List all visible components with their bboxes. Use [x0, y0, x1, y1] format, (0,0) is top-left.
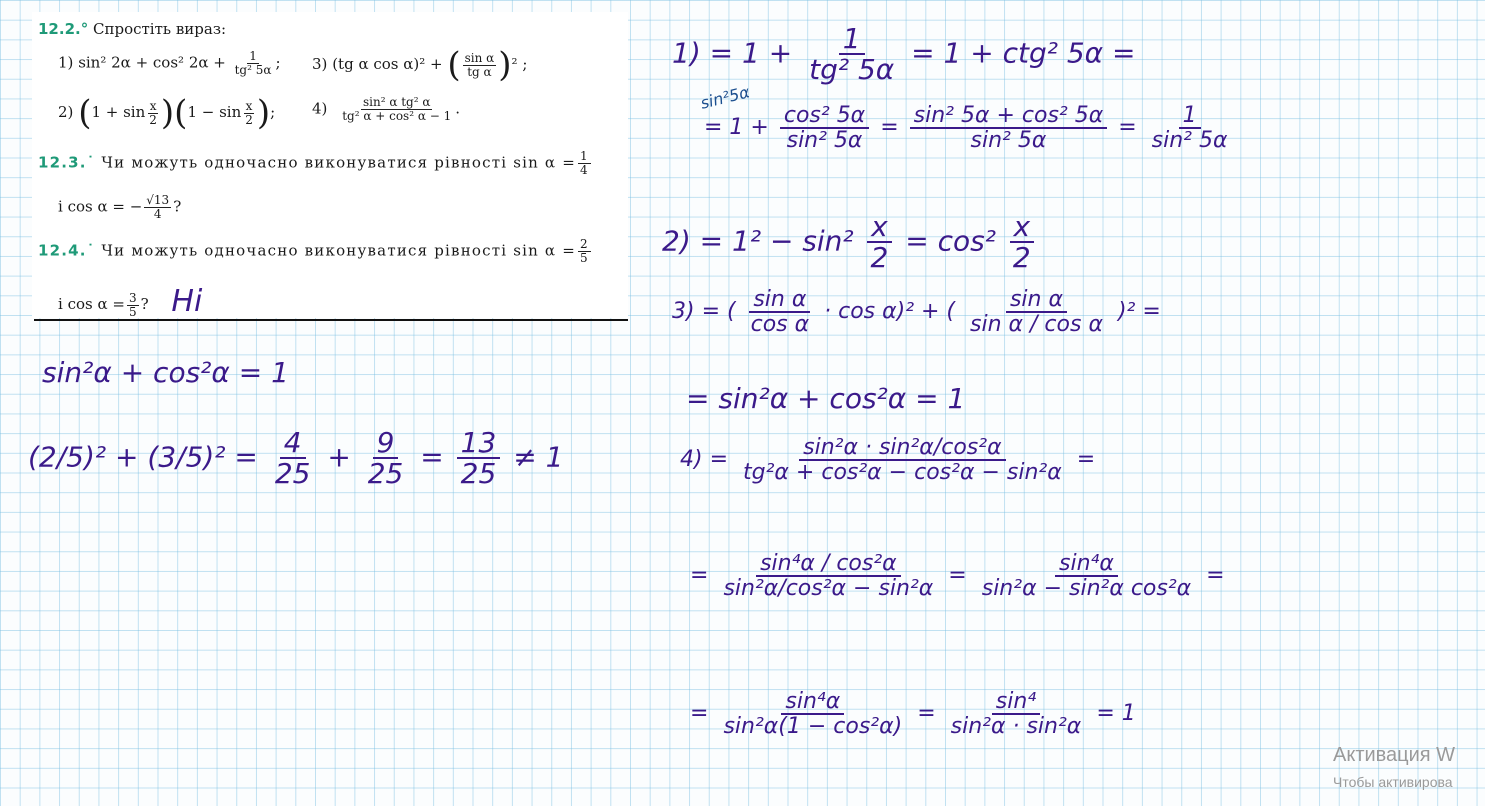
- fraction-denominator: tg α: [467, 64, 492, 79]
- fraction-numerator: 2: [579, 237, 589, 251]
- solution-4-line-2: [690, 552, 1225, 600]
- fraction: [147, 100, 159, 127]
- fraction-numerator: sin⁴: [992, 690, 1040, 715]
- paren-close: ): [256, 93, 271, 133]
- fraction-denominator: 5: [579, 251, 589, 265]
- math-expression: = 1 + ctg² 5α =: [911, 36, 1136, 70]
- punctuation: ?: [140, 295, 149, 313]
- punctuation: ;: [270, 103, 276, 121]
- fraction-denominator: 25: [460, 457, 497, 491]
- fraction: [243, 100, 255, 127]
- fraction-denominator: 4: [579, 163, 589, 177]
- operator: =: [690, 563, 709, 589]
- fraction-numerator: 3: [128, 290, 137, 305]
- fraction: [1148, 104, 1232, 152]
- fraction-denominator: 2: [245, 112, 253, 127]
- fraction-numerator: sin⁴α: [1055, 552, 1118, 577]
- fraction-numerator: sin α: [1006, 288, 1067, 313]
- item-label: 1): [58, 53, 74, 72]
- fraction-numerator: x: [867, 212, 892, 243]
- math-expression: · cos α)² + (: [824, 299, 956, 325]
- paren-open: (: [447, 45, 461, 85]
- fraction-numerator: 13: [457, 428, 501, 459]
- exercise-number: 12.4.˙: [38, 241, 96, 260]
- fraction: [747, 288, 814, 336]
- exercise-text: Чи можуть одночасно виконуватися рівності: [101, 241, 508, 260]
- check-equation: [28, 428, 563, 489]
- fraction-numerator: sin²α · sin²α/cos²α: [799, 436, 1005, 461]
- textbook-excerpt: [32, 12, 628, 318]
- exercise-number: 12.3.˙: [38, 153, 96, 172]
- fraction-numerator: cos² 5α: [780, 104, 869, 129]
- punctuation: .: [455, 99, 461, 118]
- paren-close: ): [498, 45, 512, 85]
- fraction-numerator: 1: [249, 49, 257, 63]
- fraction: [867, 212, 893, 273]
- fraction-denominator: sin²α(1 − cos²α): [723, 714, 903, 740]
- operator: =: [880, 115, 899, 141]
- fraction-denominator: sin² 5α: [970, 128, 1047, 154]
- punctuation: ;: [275, 53, 281, 72]
- fraction: [340, 96, 453, 123]
- math-expression: = 1: [1096, 701, 1136, 727]
- exercise-12-4-line-2: [58, 282, 202, 319]
- fraction-denominator: 5: [128, 304, 137, 319]
- solution-1-line-1: [672, 24, 1136, 85]
- activation-watermark-title: Активация W: [1333, 744, 1456, 766]
- operator: =: [1076, 447, 1096, 473]
- fraction: [805, 24, 898, 85]
- fraction: [463, 52, 497, 79]
- math-expression: 1 + sin: [91, 103, 146, 121]
- divider-line: [34, 319, 628, 321]
- fraction-denominator: 4: [153, 207, 162, 221]
- solution-4-line-3: [690, 690, 1136, 738]
- math-expression: 4) =: [680, 447, 729, 473]
- math-expression: 3) = (: [672, 299, 736, 325]
- operator: =: [1118, 115, 1137, 141]
- exercise-12-3-line-1: [38, 150, 593, 177]
- fraction-denominator: sin² 5α: [786, 128, 863, 154]
- operator: =: [420, 440, 444, 474]
- math-expression: 1) = 1 +: [672, 36, 793, 70]
- fraction: [739, 436, 1066, 484]
- exercise-12-2-item-3: [312, 45, 528, 85]
- punctuation: ?: [173, 197, 182, 216]
- solution-1-line-2: [704, 104, 1236, 152]
- fraction-numerator: sin⁴α: [781, 690, 844, 715]
- fraction-numerator: √13: [146, 193, 170, 207]
- fraction-denominator: tg² 5α: [234, 63, 272, 77]
- fraction-numerator: sin α: [464, 50, 495, 65]
- fraction-denominator: 2: [149, 112, 157, 127]
- fraction: [127, 292, 139, 319]
- fraction-numerator: 1: [579, 149, 589, 163]
- activation-watermark-text: Чтобы активирова: [1333, 774, 1453, 790]
- math-expression: (tg α cos α)² +: [332, 55, 443, 73]
- fraction: [1009, 212, 1035, 273]
- exercise-12-3-line-2: [58, 194, 181, 221]
- identity-equation: sin²α + cos²α = 1: [42, 356, 289, 389]
- fraction-numerator: x: [1010, 212, 1035, 243]
- math-expression: sin α =: [513, 153, 576, 172]
- fraction-denominator: 2: [870, 241, 889, 275]
- fraction-denominator: tg² 5α: [809, 53, 895, 87]
- fraction-numerator: 1: [1179, 104, 1201, 129]
- fraction: [978, 552, 1195, 600]
- fraction: [910, 104, 1108, 152]
- fraction: [578, 150, 591, 177]
- fraction-denominator: tg² α + cos² α − 1: [342, 109, 452, 123]
- solution-4-line-1: [680, 436, 1095, 484]
- item-label: 2): [58, 103, 74, 121]
- fraction-denominator: 2: [1012, 241, 1031, 275]
- operator: =: [917, 701, 936, 727]
- math-expression: sin² 2α + cos² 2α +: [78, 53, 226, 72]
- fraction: [144, 194, 171, 221]
- exercise-12-2-item-2: [58, 93, 276, 133]
- fraction: [578, 238, 591, 265]
- math-expression: sin α =: [513, 241, 576, 260]
- paren-open: (: [174, 93, 188, 133]
- math-expression: 2) = 1² − sin²: [662, 224, 854, 258]
- punctuation: ² ;: [511, 55, 528, 73]
- fraction: [719, 552, 937, 600]
- exercise-number: 12.2.°: [38, 20, 89, 38]
- exercise-12-4-line-1: [38, 238, 593, 265]
- fraction-numerator: sin⁴α / cos²α: [756, 552, 901, 577]
- fraction: [780, 104, 869, 152]
- fraction-denominator: cos α: [750, 312, 810, 338]
- math-expression: = cos²: [905, 224, 996, 258]
- fraction-denominator: 25: [274, 457, 311, 491]
- solution-3-line-1: [672, 288, 1161, 336]
- math-expression: )² =: [1117, 299, 1161, 325]
- fraction: [364, 428, 408, 489]
- fraction-denominator: sin²α − sin²α cos²α: [981, 576, 1192, 602]
- fraction-numerator: 1: [839, 24, 865, 55]
- exercise-12-2-header: [38, 20, 226, 38]
- margin-note: sin²5α: [698, 82, 752, 113]
- fraction-numerator: x: [245, 98, 253, 113]
- fraction-denominator: 25: [367, 457, 404, 491]
- operator: =: [1206, 563, 1225, 589]
- fraction: [966, 288, 1107, 336]
- operator: =: [690, 701, 709, 727]
- fraction-numerator: 9: [373, 428, 399, 459]
- operator: +: [327, 440, 351, 474]
- math-expression: ≠ 1: [513, 440, 564, 474]
- fraction-denominator: sin² 5α: [1151, 128, 1228, 154]
- math-expression: і cos α = −: [58, 197, 143, 216]
- fraction: [271, 428, 315, 489]
- exercise-title: Спростіть вираз:: [93, 20, 227, 38]
- paren-close: ): [160, 93, 175, 133]
- fraction-numerator: sin² 5α + cos² 5α: [910, 104, 1108, 129]
- fraction-numerator: 4: [280, 428, 306, 459]
- fraction-denominator: sin²α/cos²α − sin²α: [723, 576, 934, 602]
- item-label: 3): [312, 55, 328, 73]
- exercise-12-2-item-4: [312, 96, 460, 123]
- fraction-denominator: sin²α · sin²α: [950, 714, 1082, 740]
- solution-3-line-2: = sin²α + cos²α = 1: [686, 382, 966, 415]
- fraction-denominator: tg²α + cos²α − cos²α − sin²α: [743, 460, 1062, 486]
- fraction-denominator: sin α / cos α: [970, 312, 1103, 338]
- paren-open: (: [78, 93, 92, 133]
- math-expression: 1 − sin: [187, 103, 242, 121]
- handwritten-answer: Hi: [171, 284, 203, 319]
- solution-2: [662, 212, 1039, 273]
- math-expression: = 1 +: [704, 115, 769, 141]
- exercise-12-2-item-1: [58, 50, 281, 77]
- fraction: [233, 50, 274, 77]
- fraction-numerator: x: [149, 98, 157, 113]
- fraction: [719, 690, 906, 738]
- item-label: 4): [312, 99, 328, 118]
- fraction-numerator: sin² α tg² α: [362, 95, 431, 109]
- operator: =: [948, 563, 967, 589]
- fraction-numerator: sin α: [749, 288, 810, 313]
- fraction: [457, 428, 501, 489]
- exercise-text: Чи можуть одночасно виконуватися рівності: [101, 153, 508, 172]
- math-expression: і cos α =: [58, 295, 125, 313]
- fraction: [947, 690, 1086, 738]
- math-expression: (2/5)² + (3/5)² =: [28, 440, 258, 474]
